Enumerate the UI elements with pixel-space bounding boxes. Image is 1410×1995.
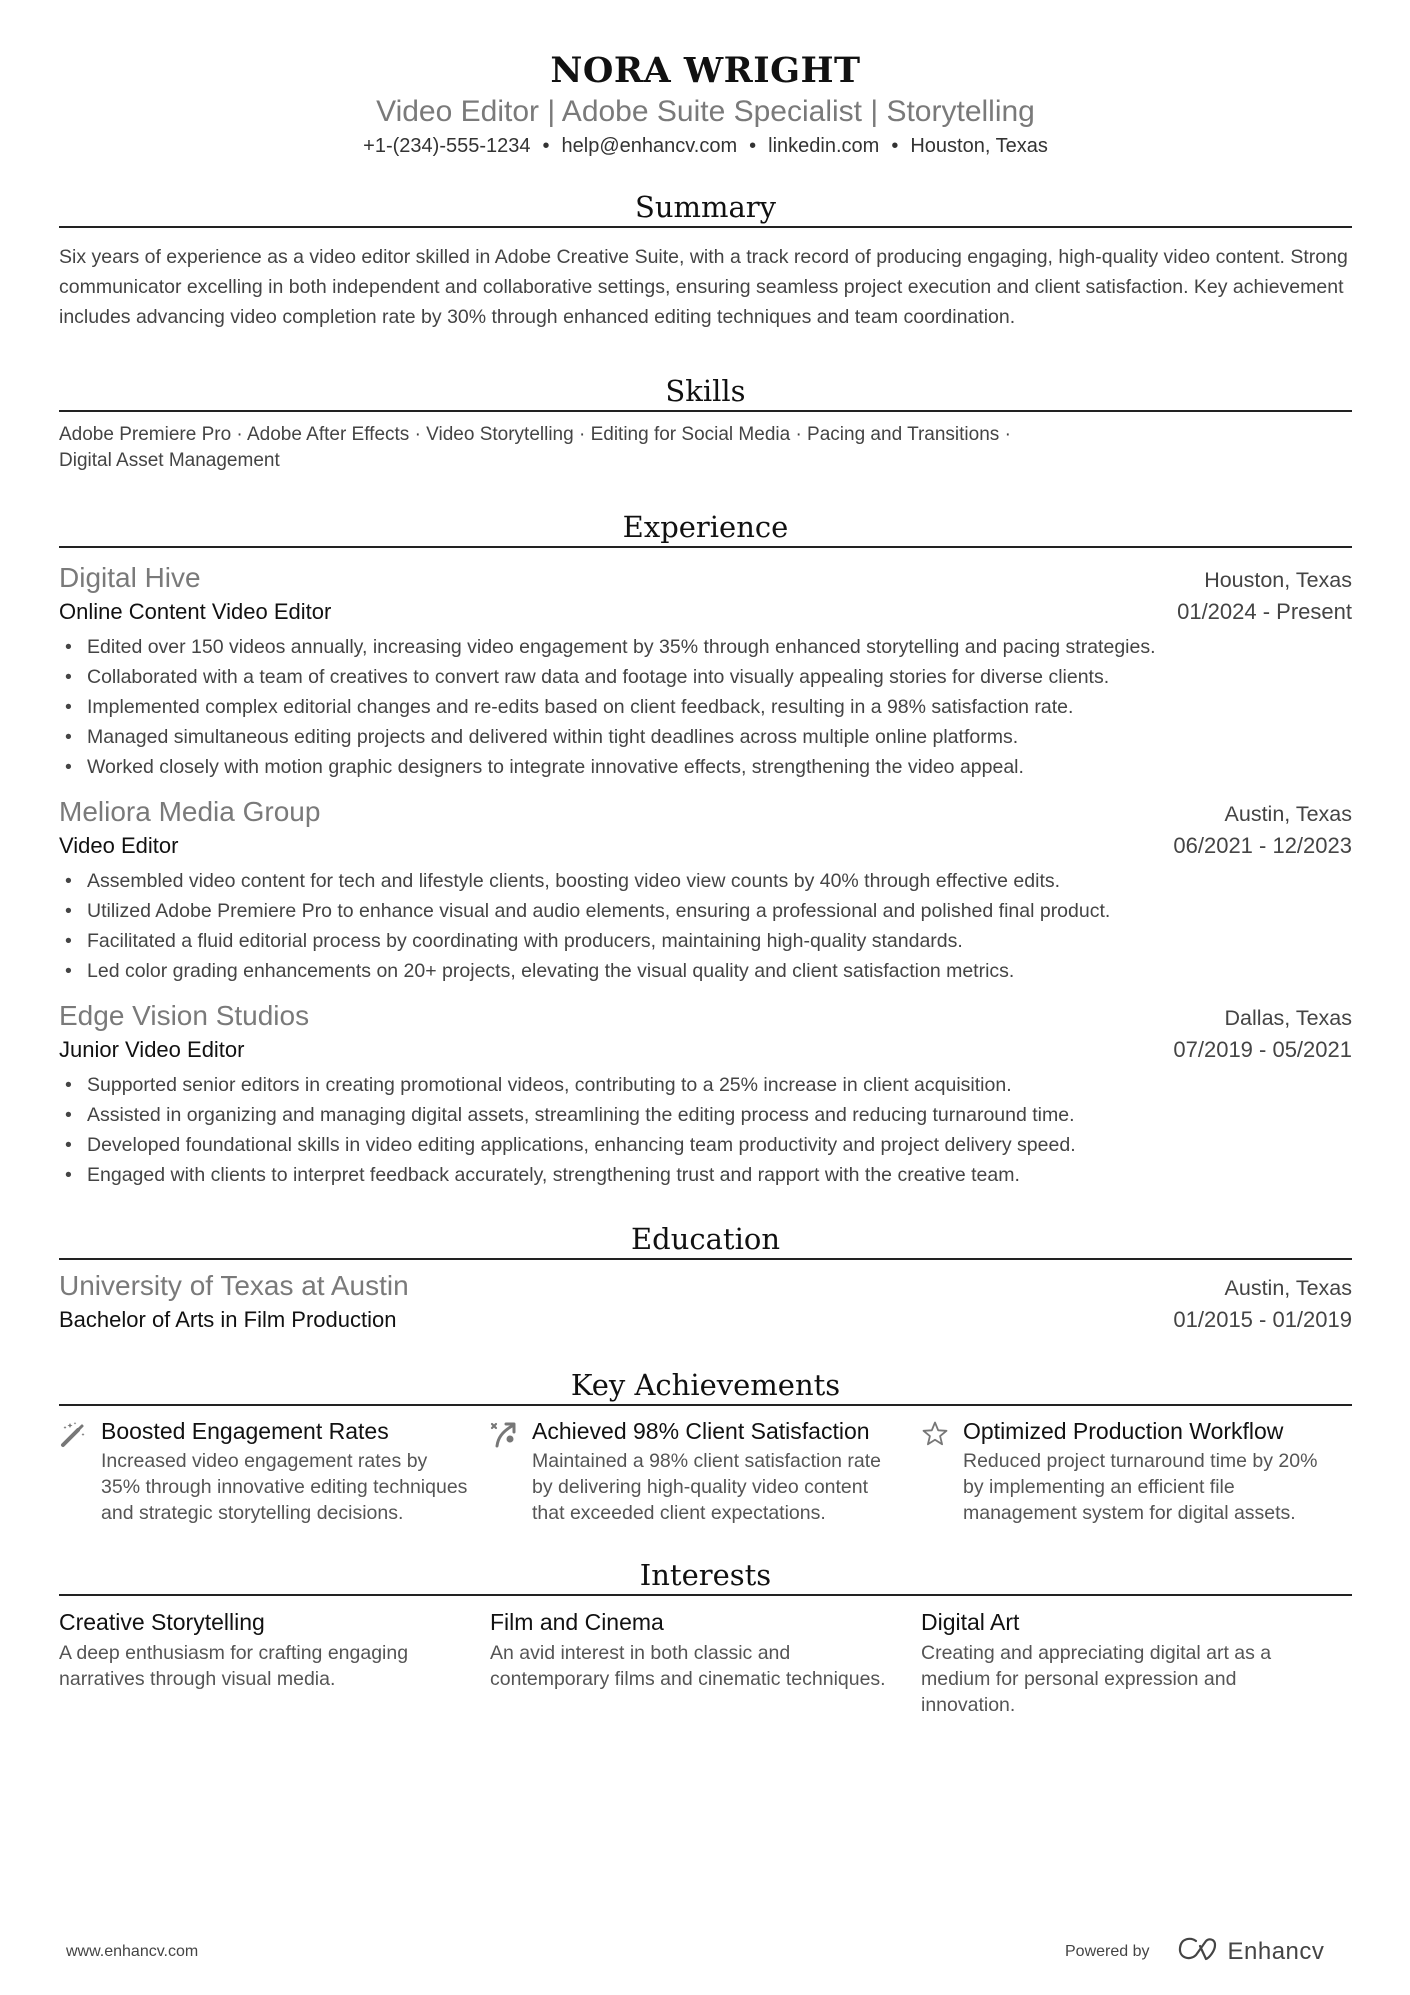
achievements-heading: Key Achievements [570, 1368, 841, 1402]
magic-wand-icon [59, 1416, 101, 1526]
job-location: Dallas, Texas [1224, 1006, 1352, 1030]
separator-dot: • [891, 135, 899, 157]
summary-section [59, 188, 1352, 332]
interest-item [490, 1606, 921, 1718]
achievement-desc: Maintained a 98% client satisfaction rate by delivering high-quality video content that exceeded client expectations. [532, 1450, 882, 1524]
bullet-item: • Supported senior editors in creating promotional videos, contributing to a 25% increase in client acquisition. [65, 1074, 1012, 1096]
bullet-item: • Facilitated a fluid editorial process by coordinating with producers, maintaining high-quality standards. [65, 930, 963, 952]
separator-dot: • [749, 135, 757, 157]
bullet-item: • Engaged with clients to interpret feedback accurately, strengthening trust and rapport with the creative team. [65, 1164, 1020, 1186]
interests-heading: Interests [639, 1558, 772, 1592]
contact-line [59, 132, 1352, 160]
job-location: Houston, Texas [1204, 568, 1352, 592]
footer-branding[interactable] [1065, 1936, 1324, 1967]
email-link[interactable]: help@enhancv.com [561, 135, 738, 157]
summary-heading: Summary [634, 190, 777, 224]
interest-title: Film and Cinema [490, 1609, 664, 1635]
interest-desc: An avid interest in both classic and contemporary films and cinematic techniques. [490, 1642, 886, 1690]
section-divider [59, 1404, 1352, 1406]
separator-dot: • [542, 135, 550, 157]
experience-section [59, 508, 1352, 1190]
company-name: Edge Vision Studios [59, 1000, 310, 1031]
strategy-play-icon [490, 1416, 532, 1526]
candidate-name: NORA WRIGHT [550, 50, 861, 91]
section-divider [59, 1258, 1352, 1260]
bullet-item: • Collaborated with a team of creatives to convert raw data and footage into visually appealing stories for diverse clients. [65, 666, 1110, 688]
resume-header [59, 0, 1352, 160]
achievement-item [59, 1416, 490, 1526]
linkedin-link[interactable]: linkedin.com [768, 135, 880, 157]
achievements-section [59, 1366, 1352, 1526]
bullet-item: • Assisted in organizing and managing digital assets, streamlining the editing process and reducing turnaround time. [65, 1104, 1075, 1126]
job-role: Online Content Video Editor [59, 599, 332, 624]
achievement-title: Optimized Production Workflow [963, 1418, 1284, 1444]
achievement-desc: Reduced project turnaround time by 20% by implementing an efficient file management system for digital assets. [963, 1450, 1318, 1524]
company-name: Digital Hive [59, 562, 201, 593]
star-icon [921, 1416, 963, 1526]
footer-website-link[interactable]: www.enhancv.com [66, 1943, 199, 1960]
resume-page [59, 0, 1352, 1718]
skills-heading: Skills [665, 374, 746, 408]
achievement-title: Boosted Engagement Rates [101, 1418, 389, 1444]
job-role: Video Editor [59, 833, 179, 858]
job-location: Austin, Texas [1224, 802, 1352, 826]
bullet-item: • Managed simultaneous editing projects and delivered within tight deadlines across multiple online platforms. [65, 726, 1019, 748]
company-name: Meliora Media Group [59, 796, 321, 827]
achievement-item [490, 1416, 921, 1526]
degree: Bachelor of Arts in Film Production [59, 1307, 397, 1332]
phone: +1-(234)-555-1234 [363, 135, 531, 157]
school-location: Austin, Texas [1224, 1276, 1352, 1300]
interest-item [921, 1606, 1352, 1718]
section-divider [59, 1594, 1352, 1596]
skills-line: Digital Asset Management [59, 450, 280, 471]
bullet-item: • Led color grading enhancements on 20+ projects, elevating the visual quality and client satisfaction metrics. [65, 960, 1015, 982]
achievement-item [921, 1416, 1352, 1526]
interest-item [59, 1606, 490, 1718]
summary-text: Six years of experience as a video editor skilled in Adobe Creative Suite, with a track record of producing engaging, high-quality video content. Strong communicator excelling in both independent and collaborative settings, ensuring seamless project execution and client satisfaction. Key achievement includes advancing video completion rate by 30% through enhanced editing techniques and team coordination. [59, 246, 1348, 328]
job-entry [59, 560, 1352, 782]
bullet-item: • Edited over 150 videos annually, increasing video engagement by 35% through enhanced storytelling and pacing strategies. [65, 636, 1156, 658]
bullet-item: • Implemented complex editorial changes and re-edits based on client feedback, resulting in a 98% satisfaction rate. [65, 696, 1074, 718]
job-dates: 07/2019 - 05/2021 [1173, 1037, 1352, 1062]
job-dates: 06/2021 - 12/2023 [1173, 833, 1352, 858]
education-entry [59, 1268, 1352, 1336]
candidate-title: Video Editor | Adobe Suite Specialist | Storytelling [376, 95, 1035, 128]
enhancv-brand-name: Enhancv [1227, 1937, 1325, 1965]
interest-desc: Creating and appreciating digital art as a medium for personal expression and innovation. [921, 1642, 1272, 1716]
skills-list [59, 422, 1352, 474]
experience-heading: Experience [622, 510, 789, 544]
section-divider [59, 546, 1352, 548]
powered-by-label: Powered by [1065, 1942, 1150, 1960]
skills-line: Adobe Premiere Pro · Adobe After Effects · Video Storytelling · Editing for Social Media · Pacing and Transitions · [59, 424, 1011, 445]
skills-section [59, 372, 1352, 474]
job-bullets [59, 632, 1352, 782]
location: Houston, Texas [910, 135, 1048, 157]
interests-section [59, 1556, 1352, 1718]
bullet-item: • Developed foundational skills in video editing applications, enhancing team productivity and project delivery speed. [65, 1134, 1076, 1156]
job-entry [59, 998, 1352, 1190]
job-role: Junior Video Editor [59, 1037, 245, 1062]
bullet-item: • Worked closely with motion graphic designers to integrate innovative effects, strengthening the video appeal. [65, 756, 1024, 778]
education-section [59, 1220, 1352, 1336]
school-name: University of Texas at Austin [59, 1270, 409, 1301]
education-dates: 01/2015 - 01/2019 [1173, 1307, 1352, 1332]
education-heading: Education [630, 1222, 780, 1256]
job-dates: 01/2024 - Present [1177, 599, 1352, 624]
job-entry [59, 794, 1352, 986]
section-divider [59, 226, 1352, 228]
job-bullets [59, 866, 1352, 986]
job-bullets [59, 1070, 1352, 1190]
section-divider [59, 410, 1352, 412]
interest-title: Digital Art [921, 1609, 1020, 1635]
achievement-title: Achieved 98% Client Satisfaction [532, 1418, 870, 1444]
interest-desc: A deep enthusiasm for crafting engaging narratives through visual media. [59, 1642, 409, 1690]
bullet-item: • Utilized Adobe Premiere Pro to enhance visual and audio elements, ensuring a professional and polished final product. [65, 900, 1111, 922]
enhancv-logo-icon [1176, 1936, 1220, 1967]
bullet-item: • Assembled video content for tech and lifestyle clients, boosting video view counts by 40% through effective edits. [65, 870, 1061, 892]
interest-title: Creative Storytelling [59, 1609, 265, 1635]
achievement-desc: Increased video engagement rates by 35% through innovative editing techniques and strategic storytelling decisions. [101, 1450, 468, 1524]
